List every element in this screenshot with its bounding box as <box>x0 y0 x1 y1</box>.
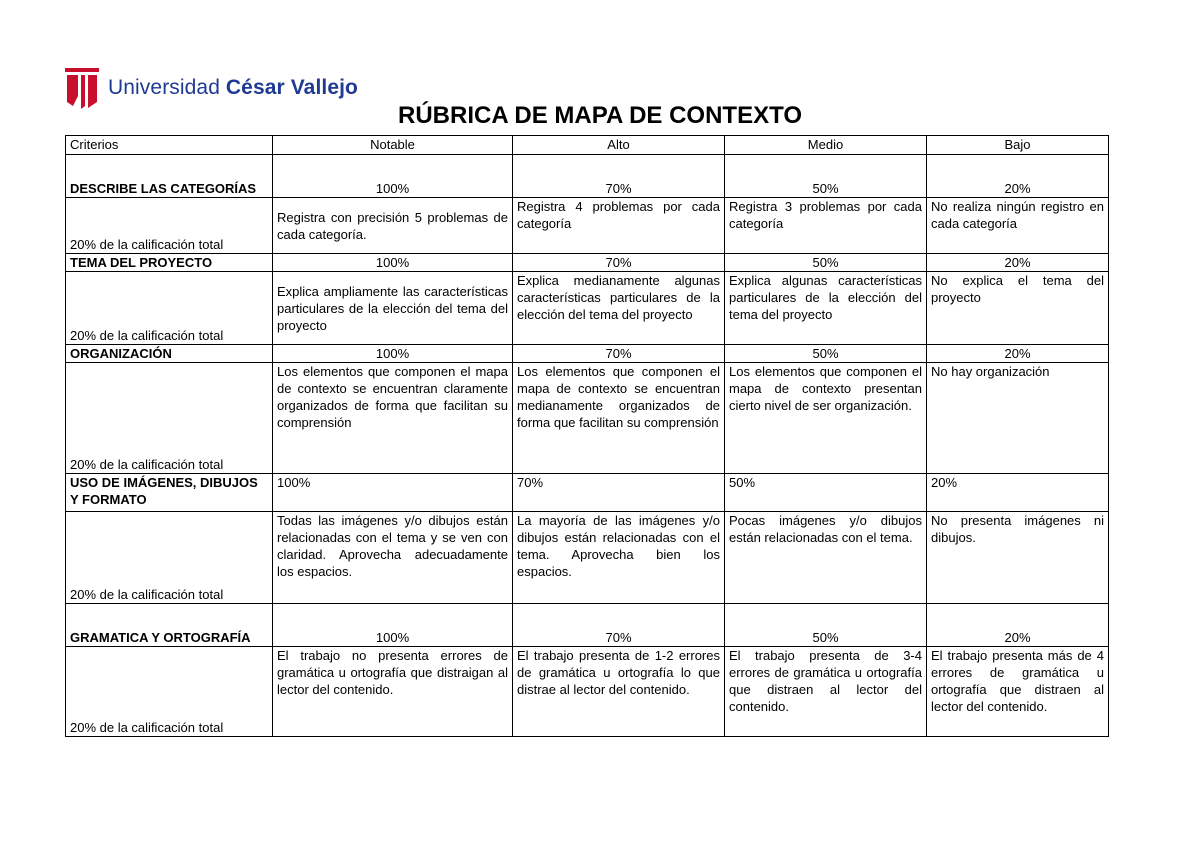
description-row <box>66 512 1109 604</box>
description-notable: Explica ampliamente las características particulares de la elección del tema del proyecto <box>273 272 513 345</box>
criterion-row <box>66 474 1109 512</box>
column-header-medio: Medio <box>725 136 927 155</box>
level-medio: 50% <box>725 474 927 512</box>
description-medio: Pocas imágenes y/o dibujos están relacionadas con el tema. <box>725 512 927 604</box>
criterion-name: TEMA DEL PROYECTO <box>66 254 273 272</box>
description-medio: Registra 3 problemas por cada categoría <box>725 198 927 254</box>
column-header-alto: Alto <box>513 136 725 155</box>
description-alto: Registra 4 problemas por cada categoría <box>513 198 725 254</box>
level-notable: 100% <box>273 345 513 363</box>
rubric-table <box>65 135 1109 737</box>
description-bajo: No presenta imágenes ni dibujos. <box>927 512 1109 604</box>
description-row <box>66 272 1109 345</box>
level-alto: 70% <box>513 604 725 647</box>
description-alto: Los elementos que componen el mapa de contexto se encuentran medianamente organizados de forma que facilitan su comprensión <box>513 363 725 474</box>
criterion-row <box>66 604 1109 647</box>
criterion-name: ORGANIZACIÓN <box>66 345 273 363</box>
description-medio: Los elementos que componen el mapa de contexto presentan cierto nivel de ser organización. <box>725 363 927 474</box>
description-bajo: No explica el tema del proyecto <box>927 272 1109 345</box>
description-alto: Explica medianamente algunas características particulares de la elección del tema del proyecto <box>513 272 725 345</box>
level-medio: 50% <box>725 155 927 198</box>
criterion-weight: 20% de la calificación total <box>66 363 273 474</box>
criterion-row <box>66 345 1109 363</box>
level-bajo: 20% <box>927 474 1109 512</box>
column-header-bajo: Bajo <box>927 136 1109 155</box>
criterion-row <box>66 254 1109 272</box>
level-bajo: 20% <box>927 345 1109 363</box>
criterion-name: GRAMATICA Y ORTOGRAFÍA <box>66 604 273 647</box>
criterion-name: USO DE IMÁGENES, DIBUJOS Y FORMATO <box>66 474 273 512</box>
description-medio: Explica algunas características particulares de la elección del tema del proyecto <box>725 272 927 345</box>
description-row <box>66 198 1109 254</box>
description-notable: Registra con precisión 5 problemas de cada categoría. <box>273 198 513 254</box>
description-notable: El trabajo no presenta errores de gramática u ortografía que distraigan al lector del contenido. <box>273 647 513 737</box>
level-alto: 70% <box>513 345 725 363</box>
level-medio: 50% <box>725 345 927 363</box>
criterion-weight: 20% de la calificación total <box>66 272 273 345</box>
criterion-row <box>66 155 1109 198</box>
level-medio: 50% <box>725 604 927 647</box>
criterion-name: DESCRIBE LAS CATEGORÍAS <box>66 155 273 198</box>
document-title: RÚBRICA DE MAPA DE CONTEXTO <box>397 102 802 129</box>
description-row <box>66 363 1109 474</box>
university-name-bold: César Vallejo <box>225 76 358 99</box>
level-bajo: 20% <box>927 254 1109 272</box>
university-name <box>108 76 358 100</box>
level-notable: 100% <box>273 254 513 272</box>
university-name-regular: Universidad <box>108 76 226 99</box>
level-bajo: 20% <box>927 604 1109 647</box>
column-header-notable: Notable <box>273 136 513 155</box>
column-header-criterios: Criterios <box>66 136 273 155</box>
criterion-weight: 20% de la calificación total <box>66 198 273 254</box>
description-bajo: El trabajo presenta más de 4 errores de gramática u ortografía que distraen al lector del contenido. <box>927 647 1109 737</box>
level-notable: 100% <box>273 604 513 647</box>
description-notable: Los elementos que componen el mapa de contexto se encuentran claramente organizados de forma que facilitan su comprensión <box>273 363 513 474</box>
description-alto: La mayoría de las imágenes y/o dibujos están relacionadas con el tema. Aprovecha bien los espacios. <box>513 512 725 604</box>
description-alto: El trabajo presenta de 1-2 errores de gramática u ortografía lo que distrae al lector del contenido. <box>513 647 725 737</box>
level-alto: 70% <box>513 155 725 198</box>
header-row <box>66 136 1109 155</box>
description-medio: El trabajo presenta de 3-4 errores de gramática u ortografía que distraen al lector del contenido. <box>725 647 927 737</box>
description-row <box>66 647 1109 737</box>
description-notable: Todas las imágenes y/o dibujos están relacionadas con el tema y se ven con claridad. Aprovecha adecuadamente los espacios. <box>273 512 513 604</box>
level-alto: 70% <box>513 254 725 272</box>
level-notable: 100% <box>273 474 513 512</box>
level-medio: 50% <box>725 254 927 272</box>
level-alto: 70% <box>513 474 725 512</box>
description-bajo: No realiza ningún registro en cada categoría <box>927 198 1109 254</box>
criterion-weight: 20% de la calificación total <box>66 512 273 604</box>
description-bajo: No hay organización <box>927 363 1109 474</box>
level-bajo: 20% <box>927 155 1109 198</box>
level-notable: 100% <box>273 155 513 198</box>
criterion-weight: 20% de la calificación total <box>66 647 273 737</box>
